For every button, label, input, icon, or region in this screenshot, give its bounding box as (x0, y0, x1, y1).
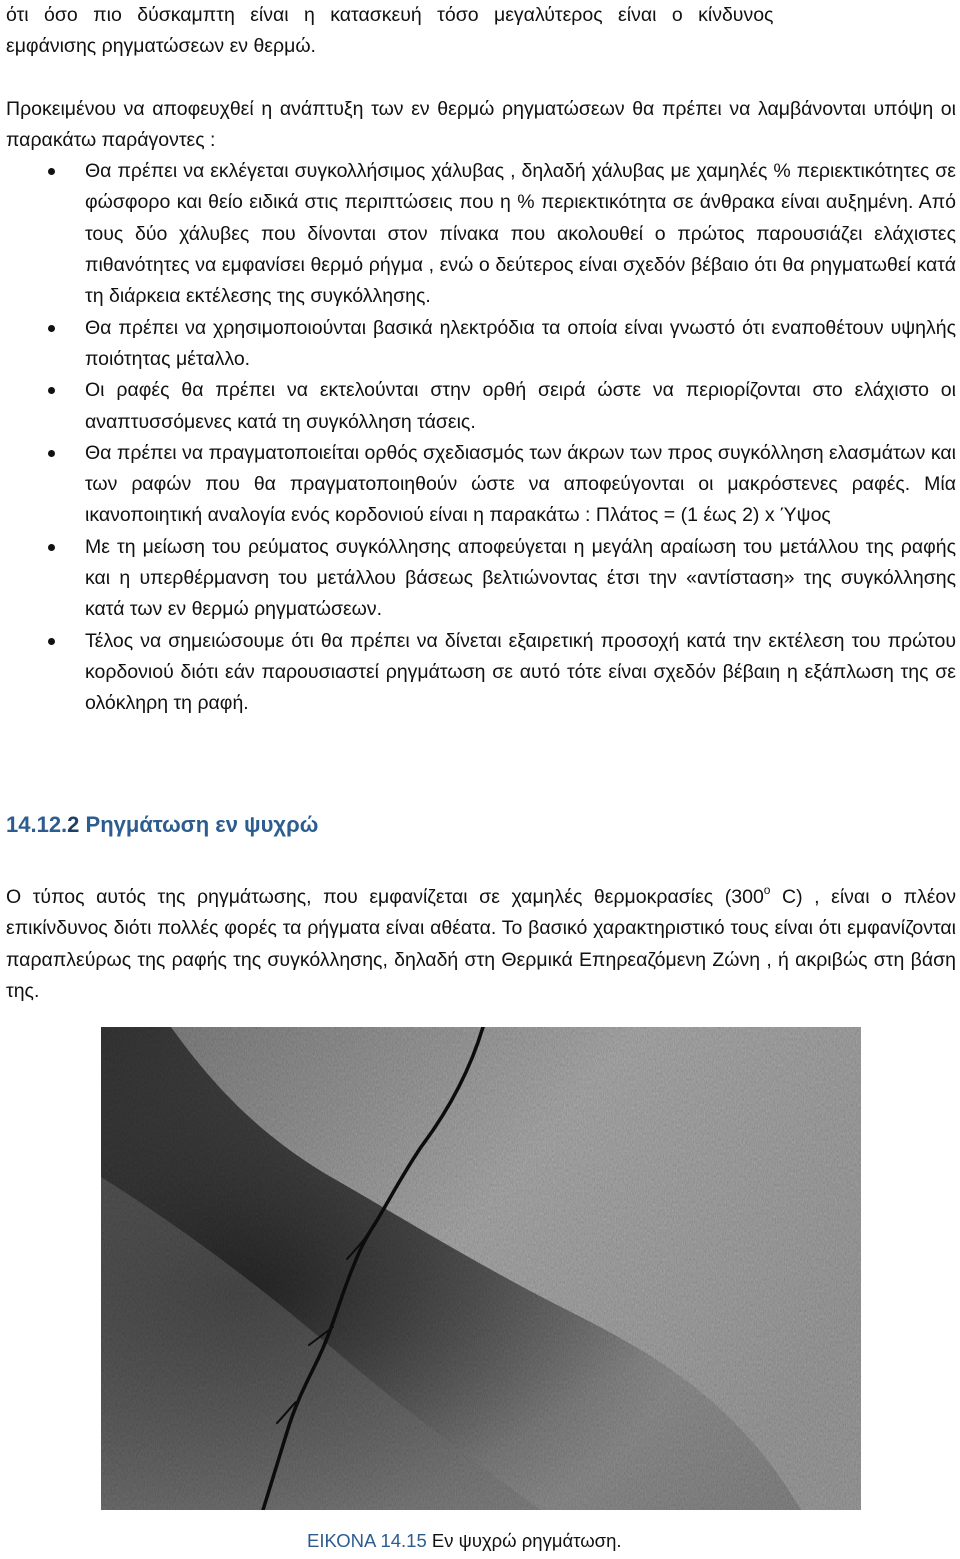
cold-text-before: Ο τύπος αυτός της ρηγμάτωσης, που εμφανίζεται σε χαμηλές θερμοκρασίες (300 (6, 886, 764, 908)
degree-symbol: ο (763, 883, 771, 897)
list-item-text: Με τη μείωση του ρεύματος συγκόλλησης αποφεύγεται η μεγάλη αραίωση του μετάλλου της ραφής και η υπερθέρμανση του μετάλλου βάσεως βελτιώνοντας έτσι την «αντίσταση» της συγκόλλησης κατά των εν θερμώ ρηγματώσεων. (85, 535, 956, 621)
figure-label: ΕΙΚΟΝΑ 14.15 (307, 1530, 427, 1551)
section-title: Ρηγμάτωση εν ψυχρώ (79, 812, 319, 837)
factors-intro-paragraph: Προκειμένου να αποφευχθεί η ανάπτυξη των εν θερμώ ρηγματώσεων θα πρέπει να λαμβάνονται υπόψη οι παρακάτω παράγοντες : (6, 97, 956, 151)
factors-list (6, 156, 956, 719)
bullet-icon (48, 325, 55, 332)
cold-crack-photo (101, 1027, 861, 1510)
section-heading (6, 812, 318, 838)
section-number: 14.12. (6, 812, 68, 837)
list-item-text: Θα πρέπει να χρησιμοποιούνται βασικά ηλεκτρόδια τα οποία είναι γνωστό ότι εναποθέτουν υψηλής ποιότητας μέταλλο. (85, 316, 956, 370)
bullet-icon (48, 544, 55, 551)
figure-caption (307, 1530, 622, 1552)
list-item (6, 313, 956, 376)
document-page (6, 0, 956, 720)
list-item-text: Τέλος να σημειώσουμε ότι θα πρέπει να δίνεται εξαιρετική προσοχή κατά την εκτέλεση του πρώτου κορδονιού διότι εάν παρουσιαστεί ρηγμάτωση σε αυτό τότε είναι σχεδόν βέβαιη η εξάπλωση της σε ολόκληρη τη ραφή. (85, 629, 956, 715)
list-item (6, 626, 956, 720)
list-item-text: Οι ραφές θα πρέπει να εκτελούνται στην ορθή σειρά ώστε να περιορίζονται στο ελάχιστο οι αναπτυσσόμενες κατά τη συγκόλληση τάσεις. (85, 379, 956, 433)
intro-line-1: ότι όσο πιο δύσκαμπτη είναι η κατασκευή τόσο μεγαλύτερος είναι ο κίνδυνος (6, 4, 774, 26)
list-item (6, 532, 956, 626)
list-item-text: Θα πρέπει να εκλέγεται συγκολλήσιμος χάλυβας , δηλαδή χάλυβας με χαμηλές % περιεκτικότητες σε φώσφορο και θείο ειδικά στις περιπτώσεις που η % περιεκτικότητα σε άνθρακα είναι αυξημένη. Από τους δύο χάλυβες που δίνονται στον πίνακα που ακολουθεί ο πρώτος παρουσιάζει ελάχιστες πιθανότητες να εμφανίσει θερμό ρήγμα , ενώ ο δεύτερος είναι σχεδόν βέβαιο ότι θα ρηγματωθεί κατά τη διάρκεια εκτέλεσης της συγκόλλησης. (85, 160, 956, 308)
list-item-text: Θα πρέπει να πραγματοποιείται ορθός σχεδιασμός των άκρων των προς συγκόλληση ελασμάτων και των ραφών που θα πραγματοποιηθούν ώστε να αποφεύγονται οι μακρόστενες ραφές. Μία ικανοποιητική αναλογία ενός κορδονιού είναι η παρακάτω : Πλάτος = (1 έως 2) x Ύψος (85, 441, 956, 527)
list-item (6, 438, 956, 532)
cold-text-after: C) , είναι ο πλέον επικίνδυνος διότι πολλές φορές τα ρήγματα είναι αθέατα. Το βασικό χαρακτηριστικό τους είναι ότι εμφανίζονται παραπλεύρως της ραφής της συγκόλλησης, δηλαδή στη Θερμικά Επηρεαζόμενη Ζώνη , ή ακριβώς στη βάση της. (6, 886, 956, 1002)
bullet-icon (48, 387, 55, 394)
figure-caption-text: Εν ψυχρώ ρηγμάτωση. (426, 1530, 622, 1551)
section-number-tail: 2 (67, 812, 80, 837)
list-item (6, 375, 956, 438)
intro-line-2: εμφάνισης ρηγματώσεων εν θερμώ. (6, 35, 316, 58)
bullet-icon (48, 168, 55, 175)
bullet-icon (48, 450, 55, 457)
intro-paragraph (6, 0, 956, 63)
bullet-icon (48, 638, 55, 645)
cold-cracking-paragraph (6, 875, 956, 1007)
cold-crack-image (101, 1027, 861, 1510)
list-item (6, 156, 956, 312)
